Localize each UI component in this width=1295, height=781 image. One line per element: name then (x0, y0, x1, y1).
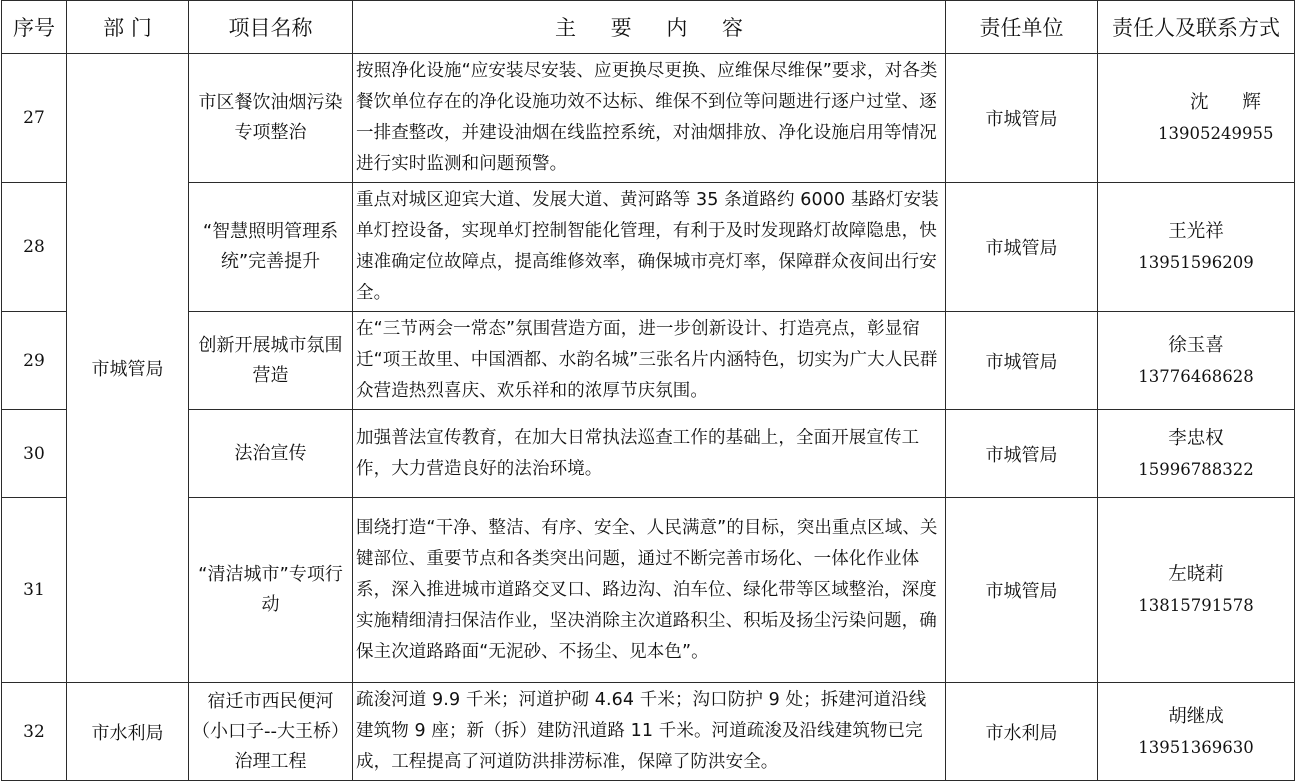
project-name: 市区餐饮油烟污染专项整治 (189, 54, 353, 183)
person-name: 胡继成 (1168, 705, 1224, 727)
header-content: 主 要 内 容 (353, 1, 946, 54)
responsible-person-cell (1098, 683, 1295, 781)
person-phone: 13951369630 (1138, 737, 1254, 757)
row-number: 29 (2, 312, 67, 410)
department-cell: 市城管局 (67, 54, 189, 683)
project-content: 疏浚河道 9.9 千米；河道护砌 4.64 千米；沟口防护 9 处；拆建河道沿线建筑物 9 座；新（拆）建防汛道路 11 千米。河道疏浚及沿线建筑物已完成，工程提高了河道防洪排涝标准，保障了防洪安全。 (353, 683, 946, 781)
table-row (2, 54, 1295, 183)
row-number: 31 (2, 498, 67, 683)
person-phone: 13776468628 (1138, 366, 1254, 386)
person-phone: 15996788322 (1138, 459, 1254, 479)
table-row (2, 498, 1295, 683)
responsible-person-cell (1098, 312, 1295, 410)
person-name: 沈 辉 (1190, 92, 1275, 113)
responsible-person-cell (1098, 498, 1295, 683)
project-name: “清洁城市”专项行动 (189, 498, 353, 683)
project-name: 法治宣传 (189, 410, 353, 498)
row-number: 30 (2, 410, 67, 498)
responsible-unit: 市城管局 (946, 183, 1098, 312)
row-number: 28 (2, 183, 67, 312)
project-content: 重点对城区迎宾大道、发展大道、黄河路等 35 条道路约 6000 基路灯安装单灯控设备，实现单灯控制智能化管理，有利于及时发现路灯故障隐患，快速准确定位故障点，提高维修效率，确保城市亮灯率，保障群众夜间出行安全。 (353, 183, 946, 312)
row-number: 27 (2, 54, 67, 183)
responsible-unit: 市城管局 (946, 54, 1098, 183)
department-cell: 市水利局 (67, 683, 189, 781)
project-table (1, 0, 1295, 781)
person-phone: 13905249955 (1158, 124, 1274, 143)
project-content: 在“三节两会一常态”氛围营造方面，进一步创新设计、打造亮点，彰显宿迁“项王故里、中国酒都、水韵名城”三张名片内涵特色，切实为广大人民群众营造热烈喜庆、欢乐祥和的浓厚节庆氛围。 (353, 312, 946, 410)
responsible-person-cell (1098, 410, 1295, 498)
project-content: 按照净化设施“应安装尽安装、应更换尽更换、应维保尽维保”要求，对各类餐饮单位存在的净化设施功效不达标、维保不到位等问题进行逐户过堂、逐一排查整改，并建设油烟在线监控系统，对油烟排放、净化设施启用等情况进行实时监测和问题预警。 (353, 54, 946, 183)
project-content: 加强普法宣传教育，在加大日常执法巡查工作的基础上，全面开展宣传工作，大力营造良好的法治环境。 (353, 410, 946, 498)
person-phone: 13815791578 (1138, 596, 1254, 615)
project-name: 创新开展城市氛围营造 (189, 312, 353, 410)
responsible-person-cell (1098, 183, 1295, 312)
person-name: 徐玉喜 (1168, 334, 1224, 356)
row-number: 32 (2, 683, 67, 781)
table-row (2, 683, 1295, 781)
header-person: 责任人及联系方式 (1098, 1, 1295, 54)
person-phone: 13951596209 (1138, 253, 1254, 272)
header-dept: 部 门 (67, 1, 189, 54)
project-name: “智慧照明管理系统”完善提升 (189, 183, 353, 312)
table-row (2, 410, 1295, 498)
table-row (2, 183, 1295, 312)
person-name: 左晓莉 (1168, 564, 1224, 585)
responsible-unit: 市城管局 (946, 410, 1098, 498)
header-row (2, 1, 1295, 54)
header-unit: 责任单位 (946, 1, 1098, 54)
responsible-person-cell (1098, 54, 1295, 183)
project-content: 围绕打造“干净、整洁、有序、安全、人民满意”的目标，突出重点区域、关键部位、重要节点和各类突出问题，通过不断完善市场化、一体化作业体系，深入推进城市道路交叉口、路边沟、泊车位、绿化带等区域整治，深度实施精细清扫保洁作业，坚决消除主次道路积尘、积垢及扬尘污染问题，确保主次道路路面“无泥砂、不扬尘、见本色”。 (353, 498, 946, 683)
responsible-unit: 市城管局 (946, 498, 1098, 683)
header-project: 项目名称 (189, 1, 353, 54)
person-name: 王光祥 (1168, 221, 1224, 242)
project-name: 宿迁市西民便河（小口子--大王桥）治理工程 (189, 683, 353, 781)
responsible-unit: 市水利局 (946, 683, 1098, 781)
header-no: 序号 (2, 1, 67, 54)
person-name: 李忠权 (1168, 427, 1224, 449)
responsible-unit: 市城管局 (946, 312, 1098, 410)
table-row (2, 312, 1295, 410)
